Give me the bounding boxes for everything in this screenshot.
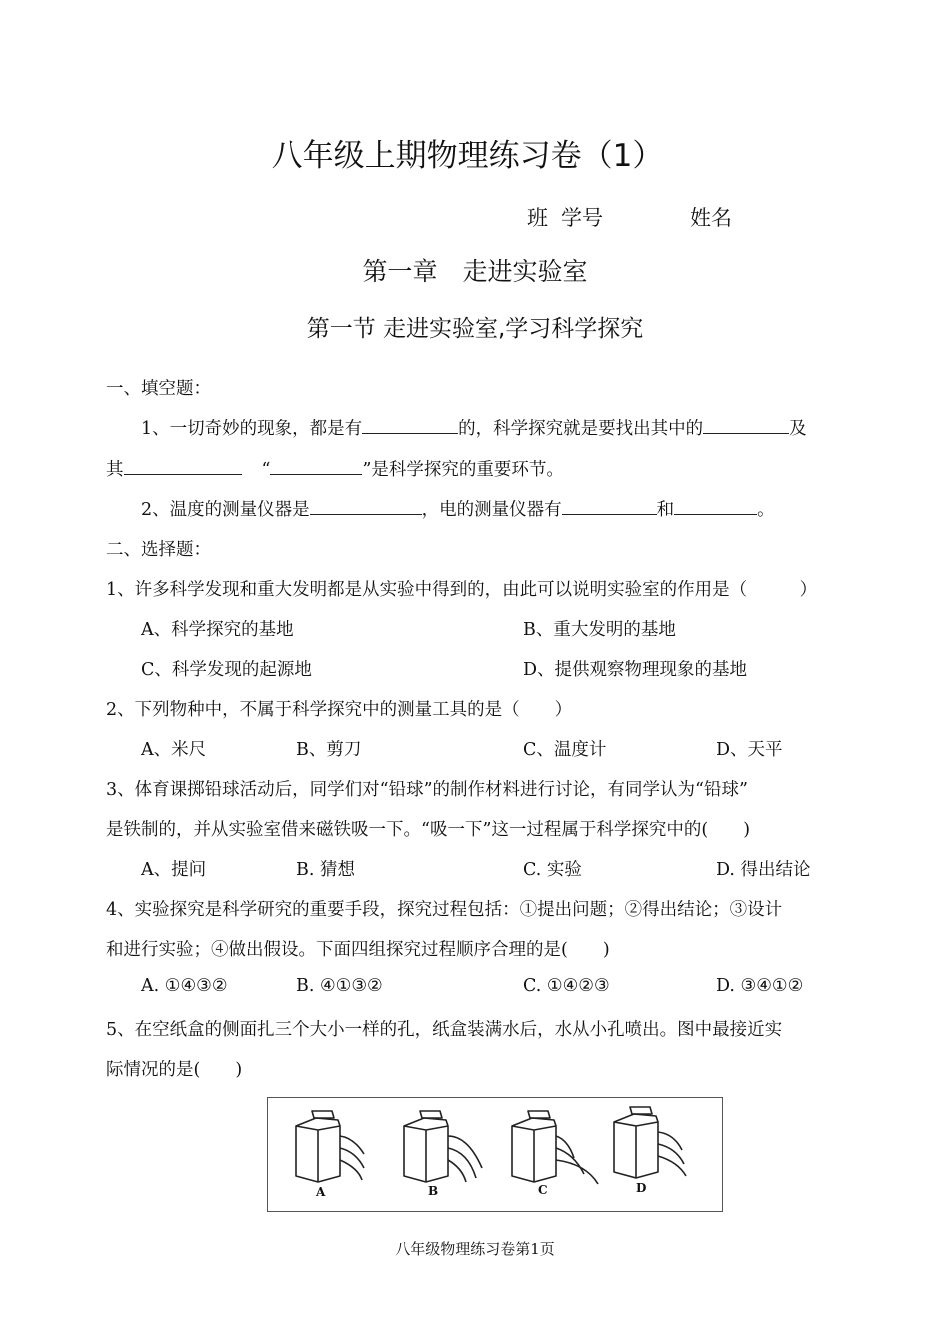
carton-a <box>296 1111 364 1182</box>
option-3b[interactable]: B. 猜想 <box>296 860 355 880</box>
page-title: 八年级上期物理练习卷（1） <box>271 138 664 174</box>
page-footer: 八年级物理练习卷第1页 <box>395 1240 555 1258</box>
section-title: 第一节 走进实验室,学习科学探究 <box>306 316 644 342</box>
option-2c[interactable]: C、温度计 <box>523 740 607 760</box>
class-label: 班 <box>527 206 548 230</box>
carton-b <box>404 1111 482 1182</box>
answer-blank[interactable] <box>674 497 757 515</box>
option-1a[interactable]: A、科学探究的基地 <box>141 620 294 640</box>
fill-q1-line1: 1、一切奇妙的现象，都是有 的，科学探究就是要找出其中的 及 <box>141 415 807 440</box>
fill-q2: 2、温度的测量仪器是 ，电的测量仪器有 和 。 <box>141 496 775 521</box>
option-1d[interactable]: D、提供观察物理现象的基地 <box>523 660 748 680</box>
carton-label-c: C <box>538 1183 548 1197</box>
question-2: 2、下列物种中，不属于科学探究中的测量工具的是（ ） <box>106 700 573 720</box>
carton-label-b: B <box>428 1184 439 1198</box>
carton-label-a: A <box>316 1185 326 1199</box>
option-4b[interactable]: B. ④①③② <box>296 976 383 996</box>
choice-heading: 二、选择题： <box>106 540 211 560</box>
answer-blank[interactable] <box>562 497 657 515</box>
option-3c[interactable]: C. 实验 <box>523 860 582 880</box>
carton-figure-svg <box>268 1098 722 1211</box>
fill-q1-line2: 其 “ ”是科学探究的重要环节。 <box>106 456 564 481</box>
option-1b[interactable]: B、重大发明的基地 <box>523 620 676 640</box>
carton-d <box>614 1107 686 1178</box>
chapter-title: 第一章 走进实验室 <box>362 257 588 286</box>
answer-blank[interactable] <box>124 457 242 475</box>
question-1: 1、许多科学发现和重大发明都是从实验中得到的，由此可以说明实验室的作用是（ ） <box>106 580 818 600</box>
question-5-line2: 际情况的是( ) <box>106 1060 243 1080</box>
option-4d[interactable]: D. ③④①② <box>716 976 804 996</box>
answer-blank[interactable] <box>270 457 362 475</box>
question-4-line2: 和进行实验；④做出假设。下面四组探究过程顺序合理的是( ) <box>106 940 610 960</box>
option-2b[interactable]: B、剪刀 <box>296 740 362 760</box>
option-4c[interactable]: C. ①④②③ <box>523 976 610 996</box>
question-3-line1: 3、体育课掷铅球活动后，同学们对“铅球”的制作材料进行讨论，有同学认为“铅球” <box>106 780 748 800</box>
carton-c <box>512 1111 598 1184</box>
name-label: 姓名 <box>690 206 732 230</box>
option-3a[interactable]: A、提问 <box>141 860 207 880</box>
fill-heading: 一、填空题： <box>106 379 211 399</box>
answer-blank[interactable] <box>362 416 458 434</box>
question-4-line1: 4、实验探究是科学研究的重要手段，探究过程包括：①提出问题；②得出结论；③设计 <box>106 900 783 920</box>
answer-blank[interactable] <box>310 497 422 515</box>
option-2a[interactable]: A、米尺 <box>141 740 207 760</box>
option-2d[interactable]: D、天平 <box>716 740 783 760</box>
student-no-label: 学号 <box>561 206 603 230</box>
question-5-line1: 5、在空纸盒的侧面扎三个大小一样的孔，纸盒装满水后，水从小孔喷出。图中最接近实 <box>106 1020 783 1040</box>
carton-figure <box>267 1097 723 1212</box>
answer-blank[interactable] <box>703 416 789 434</box>
option-4a[interactable]: A. ①④③② <box>141 976 228 996</box>
question-3-line2: 是铁制的，并从实验室借来磁铁吸一下。“吸一下”这一过程属于科学探究中的( ) <box>106 820 751 840</box>
option-3d[interactable]: D. 得出结论 <box>716 860 811 880</box>
option-1c[interactable]: C、科学发现的起源地 <box>141 660 312 680</box>
carton-label-d: D <box>636 1181 647 1195</box>
